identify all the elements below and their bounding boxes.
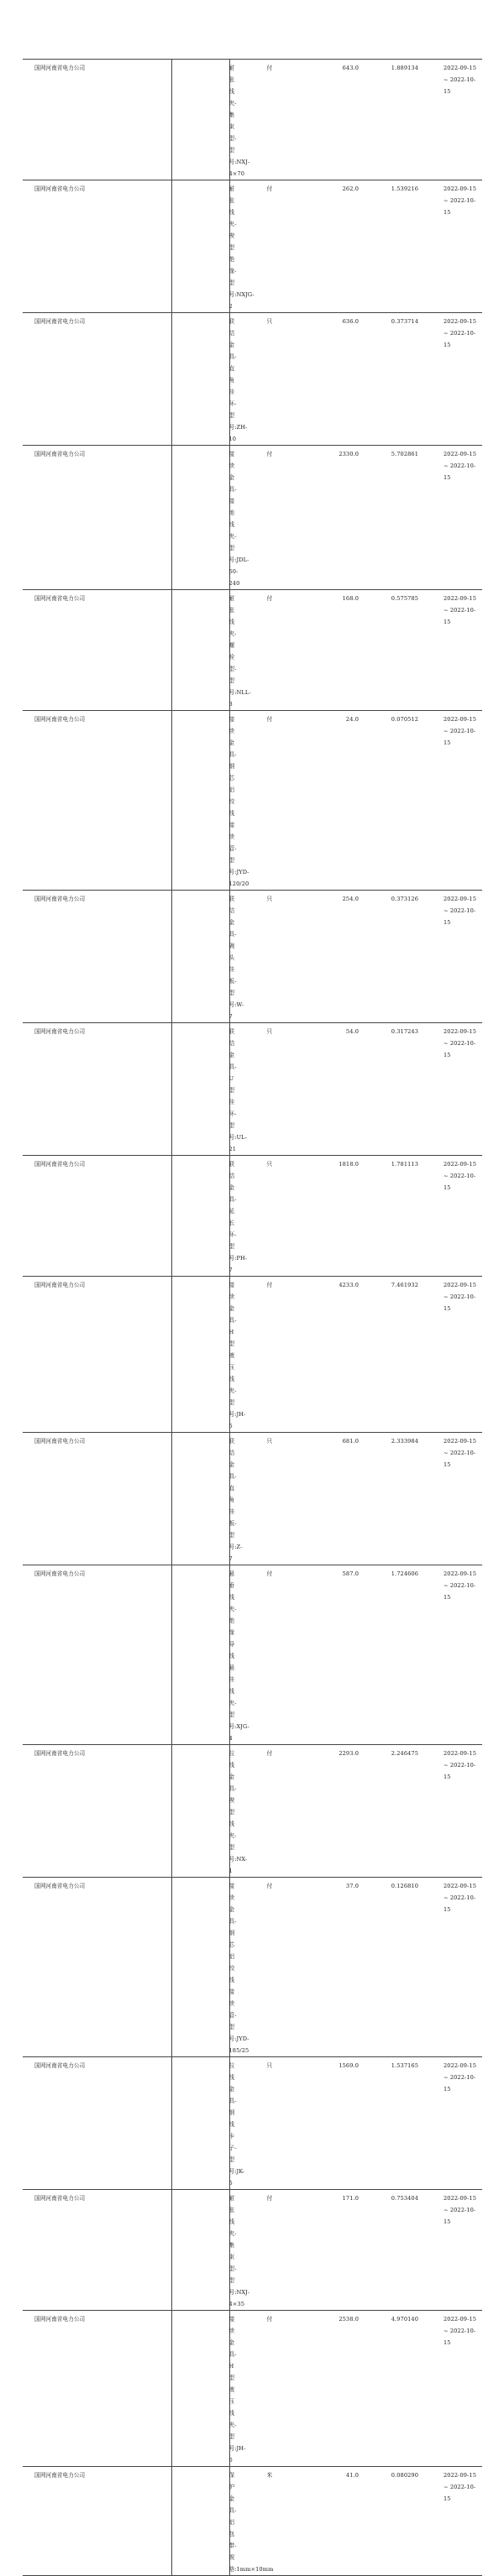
company-cell-text: 国网河南省电力公司 <box>34 2195 86 2202</box>
amount-cell-text: 2.333984 <box>391 1438 418 1445</box>
period-cell-text: 2022-09-15 ~ 2022-10-15 <box>444 2062 477 2093</box>
item-name-cell: 联结金具-延长环-型号:PH-7 <box>171 1156 229 1277</box>
amount-cell-text: 5.702861 <box>391 451 418 457</box>
amount-cell <box>364 891 425 1023</box>
quantity-cell <box>302 1433 364 1565</box>
company-cell <box>23 180 171 313</box>
table-row <box>23 446 482 590</box>
item-name-cell: 拉线金具-钢线卡子-型号:JK-5 <box>171 2057 229 2190</box>
period-cell <box>425 1745 482 1878</box>
quantity-cell <box>302 2057 364 2190</box>
unit-cell-text: 只 <box>266 1438 273 1445</box>
unit-cell-text: 付 <box>266 2316 273 2323</box>
unit-cell-text: 付 <box>266 1750 273 1757</box>
table-row <box>23 1565 482 1745</box>
period-cell-text: 2022-09-15 ~ 2022-10-15 <box>444 318 477 348</box>
company-cell <box>23 1433 171 1565</box>
quantity-cell-text: 41.0 <box>345 2472 359 2479</box>
company-cell-text: 国网河南省电力公司 <box>34 1282 86 1288</box>
amount-cell-text: 1.724606 <box>391 1570 418 1577</box>
table-row <box>23 1745 482 1878</box>
table-row <box>23 891 482 1023</box>
quantity-cell-text: 4233.0 <box>339 1282 359 1288</box>
table-row <box>23 590 482 711</box>
quantity-cell-text: 171.0 <box>342 2195 359 2202</box>
table-row <box>23 1277 482 1433</box>
period-cell <box>425 1277 482 1433</box>
quantity-cell-text: 2330.0 <box>339 451 359 457</box>
period-cell-text: 2022-09-15 ~ 2022-10-15 <box>444 65 477 95</box>
period-cell-text: 2022-09-15 ~ 2022-10-15 <box>444 1438 477 1468</box>
quantity-cell <box>302 2467 364 2576</box>
quantity-cell <box>302 1878 364 2057</box>
amount-cell <box>364 1565 425 1745</box>
period-cell-text: 2022-09-15 ~ 2022-10-15 <box>444 595 477 625</box>
amount-cell <box>364 2057 425 2190</box>
amount-cell <box>364 2311 425 2467</box>
quantity-cell-text: 587.0 <box>342 1570 359 1577</box>
period-cell-text: 2022-09-15 ~ 2022-10-15 <box>444 2195 477 2225</box>
quantity-cell-text: 2538.0 <box>339 2316 359 2323</box>
company-cell <box>23 711 171 891</box>
company-cell-text: 国网河南省电力公司 <box>34 318 86 325</box>
amount-cell-text: 1.889134 <box>391 65 418 71</box>
quantity-cell-text: 1818.0 <box>339 1161 359 1168</box>
unit-cell-text: 付 <box>266 595 273 602</box>
company-cell-text: 国网河南省电力公司 <box>34 2062 86 2069</box>
period-cell <box>425 60 482 180</box>
amount-cell <box>364 313 425 446</box>
period-cell <box>425 2311 482 2467</box>
item-name-cell: 接续金具-H型液压线夹-型号:JH-6 <box>171 2311 229 2467</box>
amount-cell-text: 4.970140 <box>391 2316 418 2323</box>
item-name-cell: 悬垂线夹-绝缘导线悬挂线夹-型号:XJG-4 <box>171 1565 229 1745</box>
amount-cell-text: 1.781113 <box>391 1161 418 1168</box>
quantity-cell <box>302 590 364 711</box>
quantity-cell <box>302 2311 364 2467</box>
procurement-table <box>23 59 482 2576</box>
quantity-cell <box>302 180 364 313</box>
company-cell <box>23 1156 171 1277</box>
period-cell-text: 2022-09-15 ~ 2022-10-15 <box>444 2316 477 2346</box>
company-cell <box>23 1565 171 1745</box>
period-cell <box>425 1156 482 1277</box>
amount-cell <box>364 1156 425 1277</box>
company-cell-text: 国网河南省电力公司 <box>34 2316 86 2323</box>
unit-cell-text: 付 <box>266 65 273 71</box>
unit-cell-text: 只 <box>266 896 273 902</box>
amount-cell <box>364 1433 425 1565</box>
item-name-cell: 耐张线夹-集束型-型号:NXJ-4×35 <box>171 2190 229 2311</box>
company-cell <box>23 2467 171 2576</box>
quantity-cell <box>302 446 364 590</box>
table-row <box>23 2057 482 2190</box>
period-cell <box>425 2467 482 2576</box>
unit-cell-text: 付 <box>266 716 273 723</box>
company-cell-text: 国网河南省电力公司 <box>34 1438 86 1445</box>
amount-cell-text: 0.070512 <box>391 716 418 723</box>
unit-cell-text: 付 <box>266 1282 273 1288</box>
amount-cell-text: 1.537165 <box>391 2062 418 2069</box>
item-name-cell: 接续金具-钢芯铝绞线接续管-型号:JYD-120/20 <box>171 711 229 891</box>
table-row <box>23 1156 482 1277</box>
company-cell <box>23 60 171 180</box>
unit-cell <box>229 1565 302 1745</box>
period-cell <box>425 1433 482 1565</box>
item-name-cell: 接续金具-H型液压线夹-型号:JH-5 <box>171 1277 229 1433</box>
quantity-cell-text: 24.0 <box>345 716 359 723</box>
amount-cell <box>364 711 425 891</box>
period-cell <box>425 2190 482 2311</box>
period-cell-text: 2022-09-15 ~ 2022-10-15 <box>444 451 477 481</box>
company-cell-text: 国网河南省电力公司 <box>34 2472 86 2479</box>
quantity-cell <box>302 60 364 180</box>
company-cell <box>23 2190 171 2311</box>
company-cell-text: 国网河南省电力公司 <box>34 595 86 602</box>
table-row <box>23 60 482 180</box>
table-body <box>23 60 482 2576</box>
item-name-cell: 联结金具-直角挂环-型号:ZH-10 <box>171 313 229 446</box>
quantity-cell <box>302 891 364 1023</box>
amount-cell <box>364 2467 425 2576</box>
quantity-cell <box>302 1023 364 1156</box>
company-cell-text: 国网河南省电力公司 <box>34 1883 86 1889</box>
unit-cell <box>229 711 302 891</box>
period-cell <box>425 1565 482 1745</box>
table-row <box>23 1023 482 1156</box>
unit-cell <box>229 1277 302 1433</box>
company-cell <box>23 1277 171 1433</box>
company-cell-text: 国网河南省电力公司 <box>34 1028 86 1035</box>
unit-cell <box>229 2311 302 2467</box>
company-cell <box>23 2057 171 2190</box>
unit-cell-text: 付 <box>266 1570 273 1577</box>
unit-cell-text: 付 <box>266 2195 273 2202</box>
quantity-cell-text: 168.0 <box>342 595 359 602</box>
amount-cell <box>364 1878 425 2057</box>
amount-cell-text: 2.246475 <box>391 1750 418 1757</box>
period-cell <box>425 1878 482 2057</box>
quantity-cell-text: 262.0 <box>342 185 359 192</box>
unit-cell <box>229 446 302 590</box>
quantity-cell-text: 2293.0 <box>339 1750 359 1757</box>
unit-cell-text: 只 <box>266 1028 273 1035</box>
unit-cell-text: 付 <box>266 451 273 457</box>
unit-cell-text: 付 <box>266 185 273 192</box>
quantity-cell-text: 1569.0 <box>339 2062 359 2069</box>
period-cell <box>425 313 482 446</box>
amount-cell-text: 0.317243 <box>391 1028 418 1035</box>
period-cell-text: 2022-09-15 ~ 2022-10-15 <box>444 1028 477 1058</box>
table-row <box>23 2311 482 2467</box>
amount-cell-text: 1.539216 <box>391 185 418 192</box>
table-row <box>23 2190 482 2311</box>
amount-cell <box>364 590 425 711</box>
amount-cell <box>364 1277 425 1433</box>
company-cell <box>23 590 171 711</box>
unit-cell <box>229 1878 302 2057</box>
company-cell <box>23 1745 171 1878</box>
amount-cell-text: 0.080290 <box>391 2472 418 2479</box>
period-cell <box>425 180 482 313</box>
unit-cell-text: 只 <box>266 318 273 325</box>
company-cell <box>23 446 171 590</box>
period-cell-text: 2022-09-15 ~ 2022-10-15 <box>444 185 477 216</box>
company-cell <box>23 313 171 446</box>
amount-cell-text: 0.126810 <box>391 1883 418 1889</box>
item-name-cell: 联结金具-直角挂板-型号:Z-7 <box>171 1433 229 1565</box>
table-row <box>23 180 482 313</box>
amount-cell <box>364 60 425 180</box>
quantity-cell <box>302 2190 364 2311</box>
unit-cell-text: 只 <box>266 1161 273 1168</box>
quantity-cell <box>302 1745 364 1878</box>
amount-cell <box>364 180 425 313</box>
period-cell <box>425 590 482 711</box>
company-cell-text: 国网河南省电力公司 <box>34 896 86 902</box>
table-row <box>23 313 482 446</box>
quantity-cell-text: 681.0 <box>342 1438 359 1445</box>
quantity-cell-text: 37.0 <box>345 1883 359 1889</box>
company-cell-text: 国网河南省电力公司 <box>34 451 86 457</box>
item-name-cell: 联结金具-碗头挂板-型号:W-7 <box>171 891 229 1023</box>
period-cell-text: 2022-09-15 ~ 2022-10-15 <box>444 1883 477 1913</box>
company-cell-text: 国网河南省电力公司 <box>34 1570 86 1577</box>
amount-cell-text: 0.575785 <box>391 595 418 602</box>
item-name-cell: 接续金具-钢芯铝绞线接续管-型号:JYD-185/25 <box>171 1878 229 2057</box>
quantity-cell <box>302 313 364 446</box>
company-cell-text: 国网河南省电力公司 <box>34 1161 86 1168</box>
period-cell <box>425 711 482 891</box>
period-cell <box>425 2057 482 2190</box>
table-row <box>23 1878 482 2057</box>
item-name-cell: 耐张线夹-螺栓型-型号:NLL-3 <box>171 590 229 711</box>
item-name-cell: 耐张线夹-楔型绝缘-型号:NXJG-2 <box>171 180 229 313</box>
unit-cell-text: 只 <box>266 2062 273 2069</box>
company-cell-text: 国网河南省电力公司 <box>34 185 86 192</box>
amount-cell-text: 7.461932 <box>391 1282 418 1288</box>
company-cell <box>23 2311 171 2467</box>
amount-cell-text: 0.753404 <box>391 2195 418 2202</box>
amount-cell-text: 0.373126 <box>391 896 418 902</box>
item-name-cell: 保护金具-铝包带-规格:1mm×10mm <box>171 2467 229 2576</box>
item-name-cell: 接续金具-接地线夹-型号:JDL-50-240 <box>171 446 229 590</box>
period-cell-text: 2022-09-15 ~ 2022-10-15 <box>444 896 477 926</box>
quantity-cell-text: 254.0 <box>342 896 359 902</box>
item-name-cell: 耐张线夹-集束型-型号:NXJ-4×70 <box>171 60 229 180</box>
quantity-cell <box>302 1565 364 1745</box>
amount-cell <box>364 446 425 590</box>
table-row <box>23 2467 482 2576</box>
amount-cell <box>364 2190 425 2311</box>
amount-cell <box>364 1745 425 1878</box>
period-cell-text: 2022-09-15 ~ 2022-10-15 <box>444 716 477 746</box>
quantity-cell <box>302 1156 364 1277</box>
period-cell-text: 2022-09-15 ~ 2022-10-15 <box>444 1570 477 1601</box>
company-cell-text: 国网河南省电力公司 <box>34 1750 86 1757</box>
table-row <box>23 1433 482 1565</box>
period-cell-text: 2022-09-15 ~ 2022-10-15 <box>444 1750 477 1780</box>
table-row <box>23 711 482 891</box>
unit-cell-text: 米 <box>266 2472 273 2479</box>
item-name-cell: 拉线金具-楔型线夹-型号:NX-1 <box>171 1745 229 1878</box>
company-cell <box>23 891 171 1023</box>
quantity-cell <box>302 1277 364 1433</box>
quantity-cell-text: 54.0 <box>345 1028 359 1035</box>
period-cell <box>425 1023 482 1156</box>
period-cell-text: 2022-09-15 ~ 2022-10-15 <box>444 2472 477 2502</box>
company-cell-text: 国网河南省电力公司 <box>34 65 86 71</box>
quantity-cell-text: 643.0 <box>342 65 359 71</box>
amount-cell <box>364 1023 425 1156</box>
period-cell <box>425 891 482 1023</box>
period-cell-text: 2022-09-15 ~ 2022-10-15 <box>444 1161 477 1191</box>
item-name-cell: 联结金具-U型挂环-型号:UL-21 <box>171 1023 229 1156</box>
unit-cell <box>229 2467 302 2576</box>
quantity-cell-text: 636.0 <box>342 318 359 325</box>
period-cell-text: 2022-09-15 ~ 2022-10-15 <box>444 1282 477 1312</box>
period-cell <box>425 446 482 590</box>
company-cell <box>23 1878 171 2057</box>
company-cell-text: 国网河南省电力公司 <box>34 716 86 723</box>
quantity-cell <box>302 711 364 891</box>
unit-cell-text: 付 <box>266 1883 273 1889</box>
amount-cell-text: 0.373714 <box>391 318 418 325</box>
company-cell <box>23 1023 171 1156</box>
